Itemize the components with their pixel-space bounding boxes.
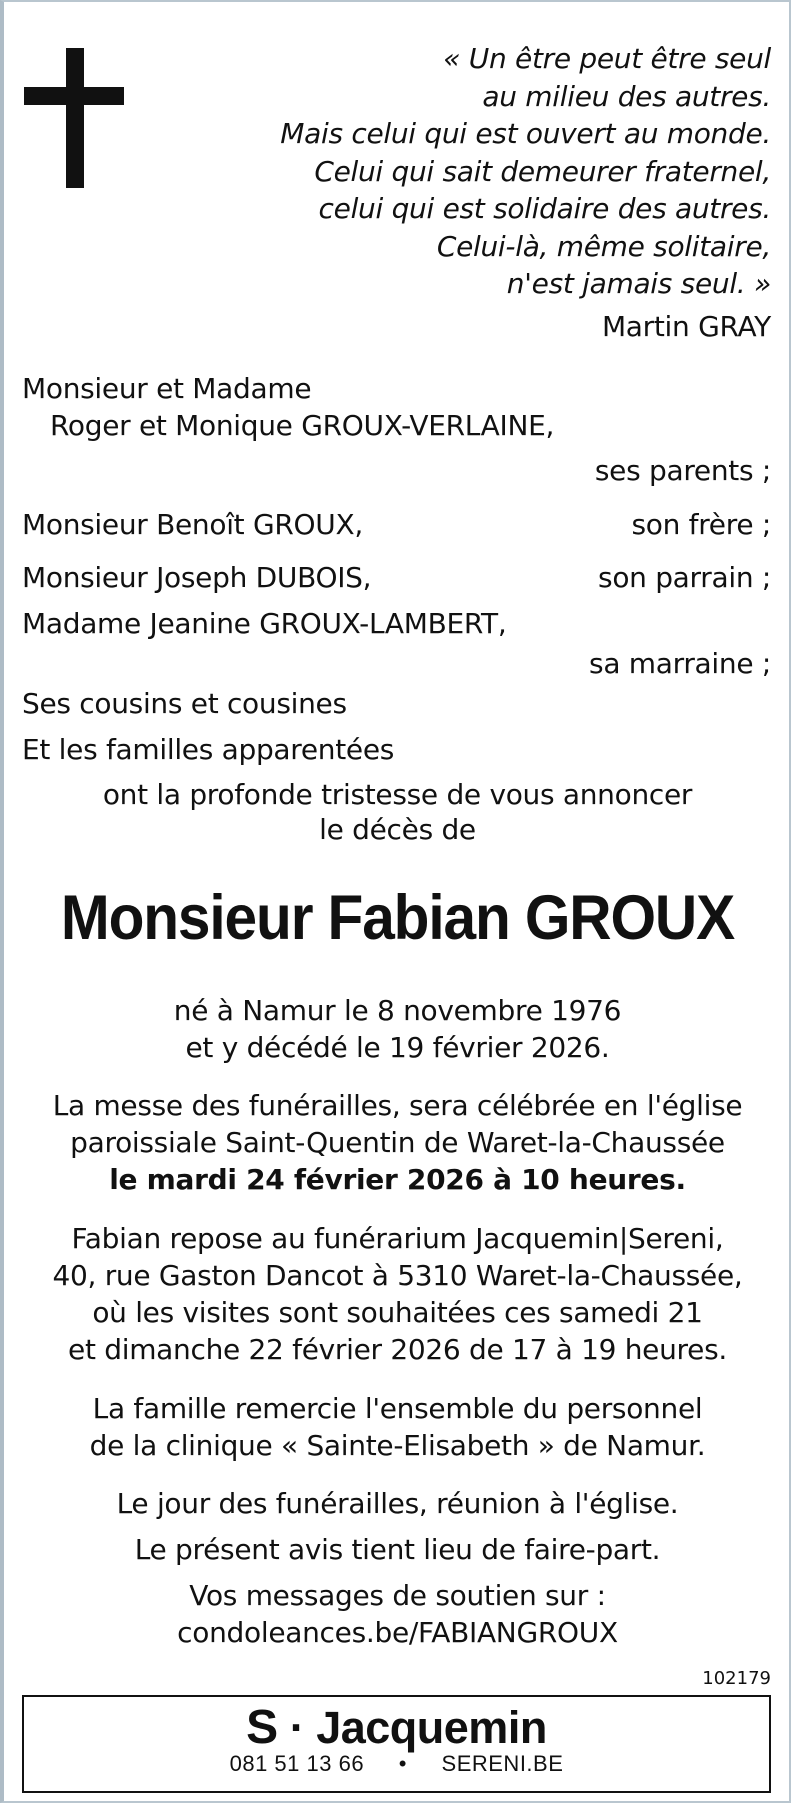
mass-line-2: paroissiale Saint-Quentin de Waret-la-Chaussée — [70, 1126, 725, 1159]
godfather-role: son parrain ; — [598, 561, 771, 594]
quote-line: au milieu des autres. — [482, 79, 771, 113]
thanks-line-1: La famille remercie l'ensemble du personnel — [92, 1392, 703, 1425]
godfather-name: Monsieur Joseph DUBOIS, — [22, 561, 372, 594]
birth-line: né à Namur le 8 novembre 1976 — [173, 994, 622, 1027]
families-line: Et les familles apparentées — [22, 733, 395, 766]
death-line: et y décédé le 19 février 2026. — [185, 1031, 610, 1064]
parents-line-1: Monsieur et Madame — [22, 372, 312, 405]
notice-note: Le présent avis tient lieu de faire-part. — [134, 1533, 661, 1566]
brother-name: Monsieur Benoît GROUX, — [22, 508, 363, 541]
quote-author: Martin GRAY — [601, 310, 771, 343]
condolences-link[interactable]: condoleances.be/FABIANGROUX — [177, 1616, 618, 1649]
quote-line: Celui qui sait demeurer fraternel, — [314, 154, 771, 188]
meeting-note: Le jour des funérailles, réunion à l'église. — [116, 1487, 679, 1520]
quote-line: Celui-là, même solitaire, — [436, 229, 771, 263]
visit-line-4: et dimanche 22 février 2026 de 17 à 19 heures. — [68, 1333, 727, 1366]
cross-icon — [24, 48, 124, 188]
brand-s: S — [246, 1701, 278, 1754]
quote-block — [280, 40, 771, 303]
quote-line: n'est jamais seul. » — [506, 267, 771, 300]
thanks-line-2: de la clinique « Sainte-Elisabeth » de Namur. — [89, 1429, 706, 1462]
deceased-name: Monsieur Fabian GROUX — [60, 883, 735, 953]
messages-note: Vos messages de soutien sur : — [189, 1579, 606, 1612]
cousins-line: Ses cousins et cousines — [22, 687, 347, 720]
parents-line-2: Roger et Monique GROUX-VERLAINE, — [50, 409, 555, 442]
bullet-separator: • — [398, 1751, 407, 1776]
brother-role: son frère ; — [631, 508, 771, 541]
visit-line-2: 40, rue Gaston Dancot à 5310 Waret-la-Chaussée, — [52, 1259, 743, 1292]
funeral-home-logo — [24, 1703, 769, 1753]
quote-line: Mais celui qui est ouvert au monde. — [280, 117, 771, 150]
quote-line: « Un être peut être seul — [443, 42, 771, 75]
quote-line: celui qui est solidaire des autres. — [318, 192, 771, 225]
mass-line-1: La messe des funérailles, sera célébrée en l'église — [52, 1089, 743, 1122]
reference-number: 102179 — [702, 1668, 771, 1689]
brand-separator: · — [289, 1702, 305, 1753]
parents-role: ses parents ; — [594, 454, 771, 487]
funeral-home-contact — [24, 1751, 769, 1777]
website-link[interactable]: SERENI.BE — [441, 1751, 564, 1776]
announcement-line-1: ont la profonde tristesse de vous annoncer — [102, 778, 693, 811]
godmother-role: sa marraine ; — [589, 647, 771, 680]
funeral-home-banner — [22, 1695, 771, 1793]
brand-name: Jacquemin — [316, 1702, 547, 1753]
visit-line-1: Fabian repose au funérarium Jacquemin|Sereni, — [71, 1222, 724, 1255]
announcement-line-2: le décès de — [319, 813, 476, 846]
mass-datetime: le mardi 24 février 2026 à 10 heures. — [109, 1163, 686, 1196]
phone-number: 081 51 13 66 — [229, 1751, 365, 1776]
godmother-name: Madame Jeanine GROUX-LAMBERT, — [22, 607, 507, 640]
visit-line-3: où les visites sont souhaitées ces samedi 21 — [92, 1296, 703, 1329]
